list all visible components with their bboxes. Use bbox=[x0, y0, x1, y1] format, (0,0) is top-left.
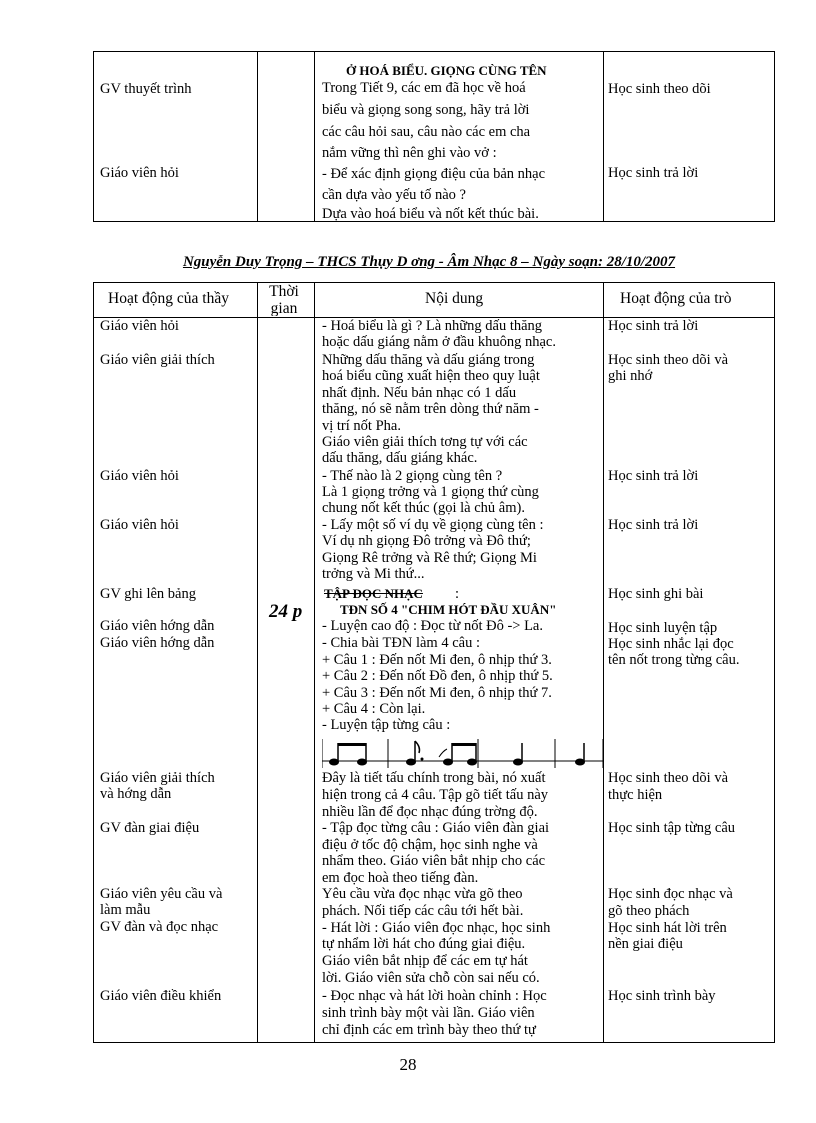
student-activity: nền giai điệu bbox=[608, 936, 683, 952]
content-line: sinh trình bày một vài lần. Giáo viên bbox=[322, 1005, 535, 1021]
teacher-activity: Giáo viên giải thích bbox=[100, 352, 215, 368]
content-line: chỉ định các em trình bày theo thứ tự bbox=[322, 1022, 536, 1038]
content-line: - Thế nào là 2 giọng cùng tên ? bbox=[322, 468, 503, 484]
top-content-5: - Để xác định giọng điệu của bản nhạc bbox=[322, 166, 546, 182]
student-activity: Học sinh tập từng câu bbox=[608, 820, 736, 836]
top-content-1: Trong Tiết 9, các em đã học về hoá bbox=[322, 80, 526, 96]
content-line: - Hát lời : Giáo viên đọc nhạc, học sinh bbox=[322, 920, 551, 936]
content-line: + Câu 2 : Đến nốt Đồ đen, ô nhịp thứ 5. bbox=[322, 668, 553, 684]
teacher-activity: GV ghi lên bảng bbox=[100, 586, 196, 602]
content-line: Ví dụ nh giọng Đô trởng và Đô thứ; bbox=[322, 533, 531, 549]
student-activity: gõ theo phách bbox=[608, 903, 690, 919]
teacher-activity: Giáo viên yêu cầu và bbox=[100, 886, 223, 902]
content-line: Giọng Rê trởng và Rê thứ; Giọng Mi bbox=[322, 550, 537, 566]
student-activity: tên nốt trong từng câu. bbox=[608, 652, 740, 668]
content-line: + Câu 3 : Đến nốt Mi đen, ô nhịp thứ 7. bbox=[322, 685, 552, 701]
student-activity: Học sinh trả lời bbox=[608, 468, 699, 484]
header-student: Hoạt động của trò bbox=[620, 290, 732, 307]
content-line: Đây là tiết tấu chính trong bài, nó xuất bbox=[322, 770, 546, 786]
teacher-activity: GV đàn giai điệu bbox=[100, 820, 200, 836]
content-line: Giáo viên giải thích tơng tự với các bbox=[322, 434, 528, 450]
student-activity: Học sinh theo dõi và bbox=[608, 352, 729, 368]
content-line: - Lấy một số ví dụ về giọng cùng tên : bbox=[322, 517, 544, 533]
content-line: hoặc dấu giáng nằm ở đầu khuông nhạc. bbox=[322, 334, 556, 350]
top-content-3: các câu hỏi sau, câu nào các em cha bbox=[322, 124, 531, 140]
section-title: TẬP ĐỌC NHẠC bbox=[324, 586, 423, 601]
content-line: thăng, nó sẽ nằm trên dòng thứ năm - bbox=[322, 401, 539, 417]
content-line: chung nốt kết thúc (gọi là chủ âm). bbox=[322, 500, 525, 516]
teacher-activity: làm mẫu bbox=[100, 902, 151, 918]
teacher-activity: Giáo viên điều khiển bbox=[100, 988, 222, 1004]
student-activity: ghi nhớ bbox=[608, 368, 653, 384]
top-teacher-1: GV thuyết trình bbox=[100, 81, 192, 97]
content-line: - Đọc nhạc và hát lời hoàn chỉnh : Học bbox=[322, 988, 547, 1004]
teacher-activity: Giáo viên hỏi bbox=[100, 468, 179, 484]
teacher-activity: Giáo viên giải thích bbox=[100, 770, 215, 786]
student-activity: Học sinh luyện tập bbox=[608, 620, 718, 636]
teacher-activity: Giáo viên hớng dẫn bbox=[100, 618, 215, 634]
header-content: Nội dung bbox=[425, 290, 484, 307]
teacher-activity: GV đàn và đọc nhạc bbox=[100, 919, 219, 935]
content-line: trởng và Mi thứ... bbox=[322, 566, 425, 582]
content-line: - Luyện cao độ : Đọc từ nốt Đô -> La. bbox=[322, 618, 543, 634]
content-line: - Luyện tập từng câu : bbox=[322, 717, 451, 733]
content-line: Giáo viên bắt nhịp để các em tự hát bbox=[322, 953, 528, 969]
top-content-7: Dựa vào hoá biểu và nốt kết thúc bài. bbox=[322, 206, 539, 222]
content-line: lời. Giáo viên sửa chỗ còn sai nếu có. bbox=[322, 970, 540, 986]
content-line: tự nhẩm lời hát cho đúng giai điệu. bbox=[322, 936, 526, 952]
header-time: Thời gian bbox=[269, 283, 299, 316]
content-line: + Câu 4 : Còn lại. bbox=[322, 701, 426, 717]
header-teacher: Hoạt động của thầy bbox=[108, 290, 229, 307]
time-value: 24 p bbox=[269, 601, 303, 622]
content-line: Là 1 giọng trởng và 1 giọng thứ cùng bbox=[322, 484, 539, 500]
student-activity: Học sinh trả lời bbox=[608, 318, 699, 334]
student-activity: Học sinh hát lời trên bbox=[608, 920, 727, 936]
top-content-4: nắm vững thì nên ghi vào vở : bbox=[322, 145, 497, 161]
content-line: vị trí nốt Pha. bbox=[322, 418, 401, 434]
student-activity: Học sinh nhắc lại đọc bbox=[608, 636, 734, 652]
content-line: điệu ở tốc độ chậm, học sinh nghe và bbox=[322, 837, 538, 853]
content-line: hoá biểu cũng xuất hiện theo quy luật bbox=[322, 368, 540, 384]
song-title: TĐN SỐ 4 "CHIM HÓT ĐẦU XUÂN" bbox=[340, 602, 557, 617]
student-activity: thực hiện bbox=[608, 787, 663, 803]
top-content-6: cần dựa vào yếu tố nào ? bbox=[322, 187, 466, 203]
page-number: 28 bbox=[399, 1055, 417, 1074]
content-line: hiện trong cả 4 câu. Tập gõ tiết tấu này bbox=[322, 787, 549, 803]
top-student-2: Học sinh trả lời bbox=[608, 165, 699, 181]
top-student-1: Học sinh theo dõi bbox=[608, 81, 711, 97]
student-activity: Học sinh trả lời bbox=[608, 517, 699, 533]
content-line: Những dấu thăng và dấu giáng trong bbox=[322, 352, 535, 368]
content-line: phách. Nối tiếp các câu tới hết bài. bbox=[322, 903, 524, 919]
rhythm-notation bbox=[322, 735, 604, 769]
teacher-activity: Giáo viên hớng dẫn bbox=[100, 635, 215, 651]
content-line: - Hoá biểu là gì ? Là những dấu thăng bbox=[322, 318, 543, 334]
content-line: : bbox=[455, 586, 460, 602]
content-line: Yêu cầu vừa đọc nhạc vừa gõ theo bbox=[322, 886, 523, 902]
student-activity: Học sinh theo dõi và bbox=[608, 770, 729, 786]
running-header: Nguyễn Duy Trọng – THCS Thụy D ơng - Âm Nhạc 8 – Ngày soạn: 28/10/2007 bbox=[182, 254, 676, 270]
content-line: - Tập đọc từng câu : Giáo viên đàn giai bbox=[322, 820, 550, 836]
teacher-activity: và hớng dẫn bbox=[100, 786, 172, 802]
content-line: nhất định. Nếu bản nhạc có 1 dấu bbox=[322, 385, 517, 401]
teacher-activity: Giáo viên hỏi bbox=[100, 517, 179, 533]
content-line: dấu thăng, dấu giáng khác. bbox=[322, 450, 478, 466]
content-line: nhẩm theo. Giáo viên bắt nhịp cho các bbox=[322, 853, 546, 869]
student-activity: Học sinh trình bày bbox=[608, 988, 716, 1004]
top-content-2: biểu và giọng song song, hãy trả lời bbox=[322, 102, 530, 118]
top-teacher-2: Giáo viên hỏi bbox=[100, 165, 179, 181]
content-line: - Chia bài TĐN làm 4 câu : bbox=[322, 635, 480, 651]
student-activity: Học sinh đọc nhạc và bbox=[608, 886, 733, 902]
student-activity: Học sinh ghi bài bbox=[608, 586, 704, 602]
teacher-activity: Giáo viên hỏi bbox=[100, 318, 179, 334]
top-section-heading: Ở HOÁ BIỂU. GIỌNG CÙNG TÊN bbox=[346, 63, 547, 78]
content-line: nhiều lần để đọc nhạc đúng trờng độ. bbox=[322, 804, 538, 820]
content-line: + Câu 1 : Đến nốt Mi đen, ô nhịp thứ 3. bbox=[322, 652, 552, 668]
content-line: em đọc hoà theo tiếng đàn. bbox=[322, 870, 479, 886]
